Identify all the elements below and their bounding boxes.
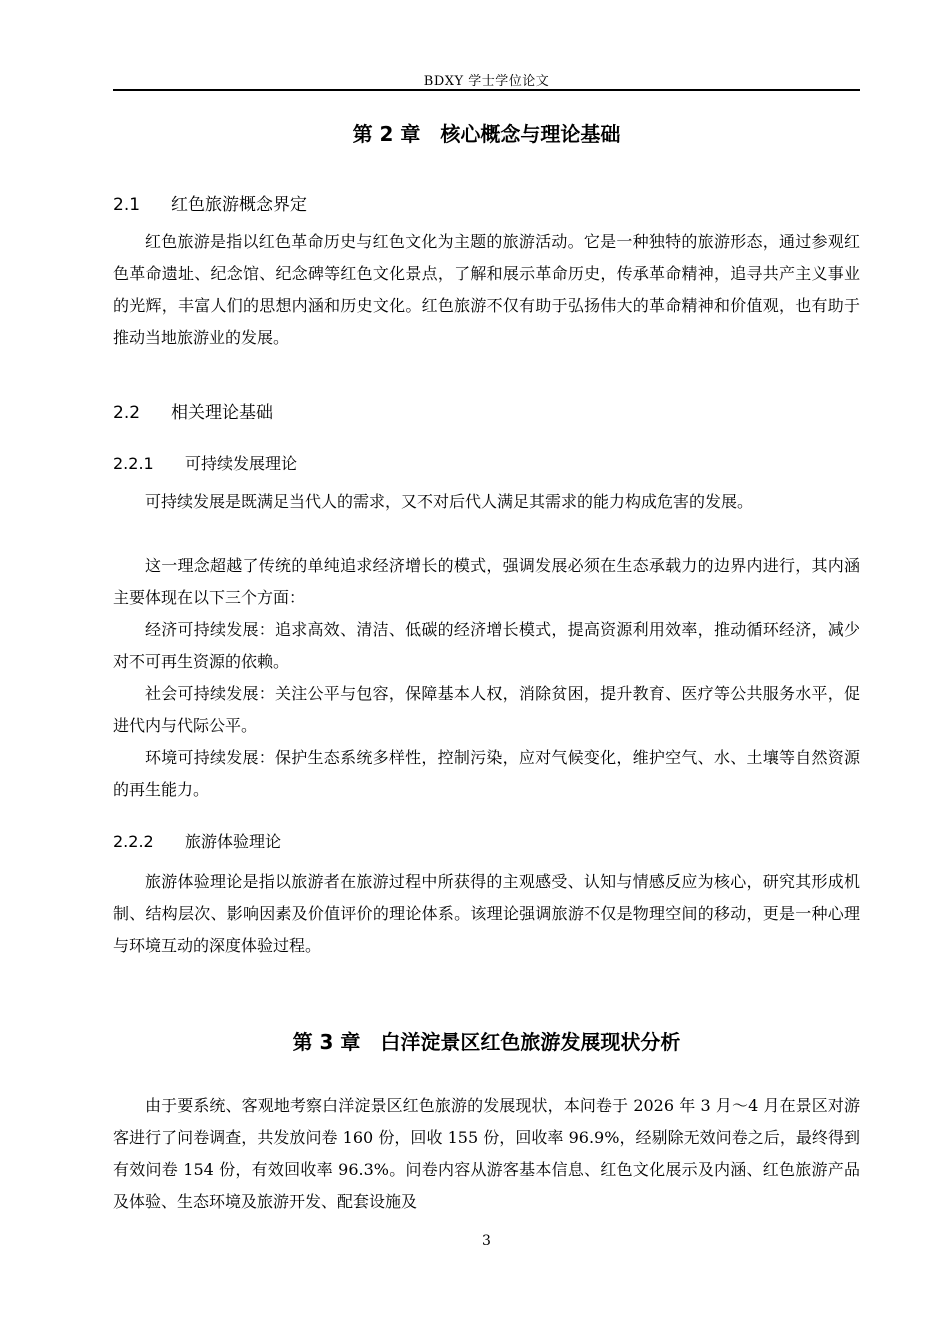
page-number: 3 [482, 1233, 491, 1249]
subsection-2-2-2-heading [113, 829, 860, 852]
header-rule [113, 89, 860, 91]
section-2-2-heading [113, 398, 860, 423]
paragraph: 社会可持续发展：关注公平与包容，保障基本人权，消除贫困，提升教育、医疗等公共服务水平，促进代内与代际公平。 [113, 684, 860, 735]
section-number: 2.2 [113, 403, 141, 423]
paragraph: 由于要系统、客观地考察白洋淀景区红色旅游的发展现状，本问卷于 2026 年 3 月～4 月在景区对游客进行了问卷调查，共发放问卷 160 份，回收 155 份，回收率 96.9%，经剔除无效问卷之后，最终得到有效问卷 154 份，有效回收率 96.3%。问卷内容从游客基本信息、红色文化展示及内涵、红色旅游产品及体验、生态环境及旅游开发、配套设施及 [113, 1096, 860, 1211]
paragraph: 这一理念超越了传统的单纯追求经济增长的模式，强调发展必须在生态承载力的边界内进行，其内涵主要体现在以下三个方面： [113, 556, 860, 607]
subsection-title: 可持续发展理论 [185, 454, 298, 473]
paragraph: 旅游体验理论是指以旅游者在旅游过程中所获得的主观感受、认知与情感反应为核心，研究其形成机制、结构层次、影响因素及价值评价的理论体系。该理论强调旅游不仅是物理空间的移动，更是一种心理与环境互动的深度体验过程。 [113, 872, 860, 955]
section-title: 红色旅游概念界定 [171, 195, 307, 215]
subsection-title: 旅游体验理论 [185, 832, 282, 851]
running-header: BDXY 学士学位论文 [423, 74, 550, 89]
section-number: 2.1 [113, 195, 141, 215]
section-title: 相关理论基础 [171, 403, 273, 423]
subsection-number: 2.2.2 [113, 832, 154, 851]
paragraph: 环境可持续发展：保护生态系统多样性，控制污染，应对气候变化，维护空气、水、土壤等自然资源的再生能力。 [113, 748, 860, 799]
chapter-2-title: 第 2 章 核心概念与理论基础 [352, 122, 621, 146]
paragraph: 可持续发展是既满足当代人的需求，又不对后代人满足其需求的能力构成危害的发展。 [145, 492, 754, 511]
subsection-2-2-1-heading [113, 451, 860, 474]
section-2-1-heading [113, 190, 860, 215]
paragraph: 经济可持续发展：追求高效、清洁、低碳的经济增长模式，提高资源利用效率，推动循环经济，减少对不可再生资源的依赖。 [113, 620, 860, 671]
paragraph: 红色旅游是指以红色革命历史与红色文化为主题的旅游活动。它是一种独特的旅游形态，通过参观红色革命遗址、纪念馆、纪念碑等红色文化景点，了解和展示革命历史，传承革命精神，追寻共产主义事业的光辉，丰富人们的思想内涵和历史文化。红色旅游不仅有助于弘扬伟大的革命精神和价值观，也有助于推动当地旅游业的发展。 [113, 232, 860, 347]
subsection-number: 2.2.1 [113, 454, 154, 473]
chapter-3-title: 第 3 章 白洋淀景区红色旅游发展现状分析 [292, 1030, 681, 1054]
